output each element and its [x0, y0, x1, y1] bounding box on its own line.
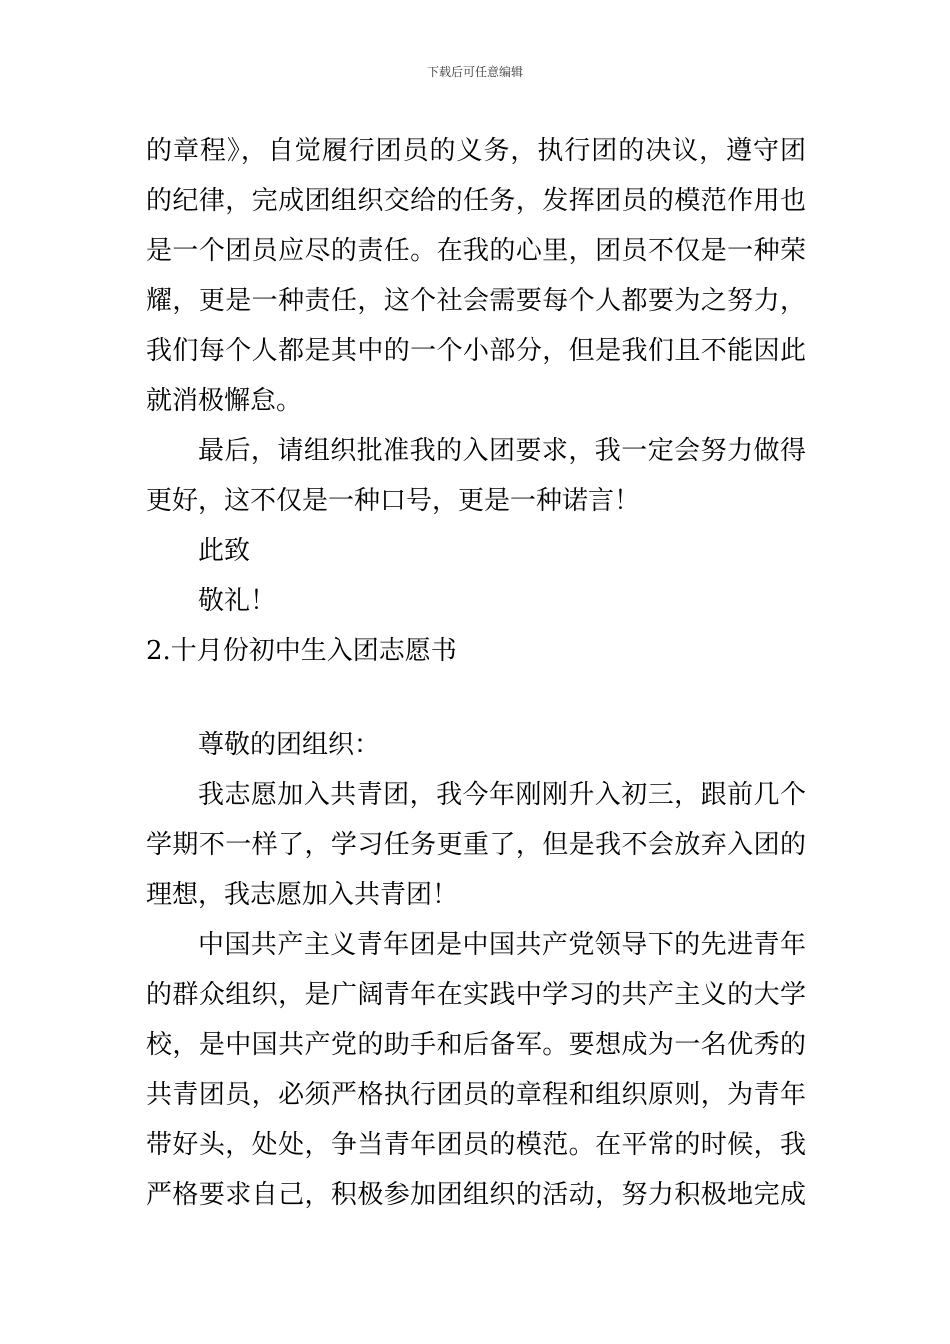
- paragraph-line: 就消极懈怠。: [146, 386, 303, 416]
- paragraph-line: 学期不一样了，学习任务更重了，但是我不会放弃入团的: [146, 830, 806, 860]
- letter-greeting: 尊敬的团组织：: [198, 730, 381, 760]
- closing-salutation: 此致: [198, 536, 251, 566]
- paragraph-line: 更好，这不仅是一种口号，更是一种诺言！: [146, 486, 641, 516]
- paragraph-line: 我们每个人都是其中的一个小部分，但是我们且不能因此: [146, 336, 806, 366]
- page-header: 下载后可任意编辑: [426, 65, 523, 79]
- paragraph-line: 的纪律，完成团组织交给的任务，发挥团员的模范作用也: [146, 186, 806, 216]
- section-heading: 2.十月份初中生入团志愿书: [146, 636, 457, 666]
- paragraph-line: 严格要求自己，积极参加团组织的活动，努力积极地完成: [146, 1180, 806, 1210]
- paragraph-line: 中国共产主义青年团是中国共产党领导下的先进青年: [198, 930, 806, 960]
- paragraph-line: 我志愿加入共青团，我今年刚刚升入初三，跟前几个: [198, 780, 806, 810]
- paragraph-line: 带好头，处处，争当青年团员的模范。在平常的时候，我: [146, 1130, 806, 1160]
- paragraph-line: 的群众组织，是广阔青年在实践中学习的共产主义的大学: [146, 980, 806, 1010]
- paragraph-line: 校，是中国共产党的助手和后备军。要想成为一名优秀的: [146, 1030, 806, 1060]
- paragraph-line: 是一个团员应尽的责任。在我的心里，团员不仅是一种荣: [146, 236, 806, 266]
- blank-spacer: [146, 676, 806, 720]
- paragraph-line: 理想，我志愿加入共青团！: [146, 880, 459, 910]
- paragraph-line: 耀，更是一种责任，这个社会需要每个人都要为之努力，: [146, 286, 806, 316]
- document-body: [146, 126, 806, 1220]
- paragraph-line: 的章程》，自觉履行团员的义务，执行团的决议，遵守团: [146, 136, 806, 166]
- paragraph-line: 共青团员，必须严格执行团员的章程和组织原则，为青年: [146, 1080, 806, 1110]
- closing-regards: 敬礼！: [198, 586, 277, 616]
- paragraph-line: 最后，请组织批准我的入团要求，我一定会努力做得: [198, 436, 806, 466]
